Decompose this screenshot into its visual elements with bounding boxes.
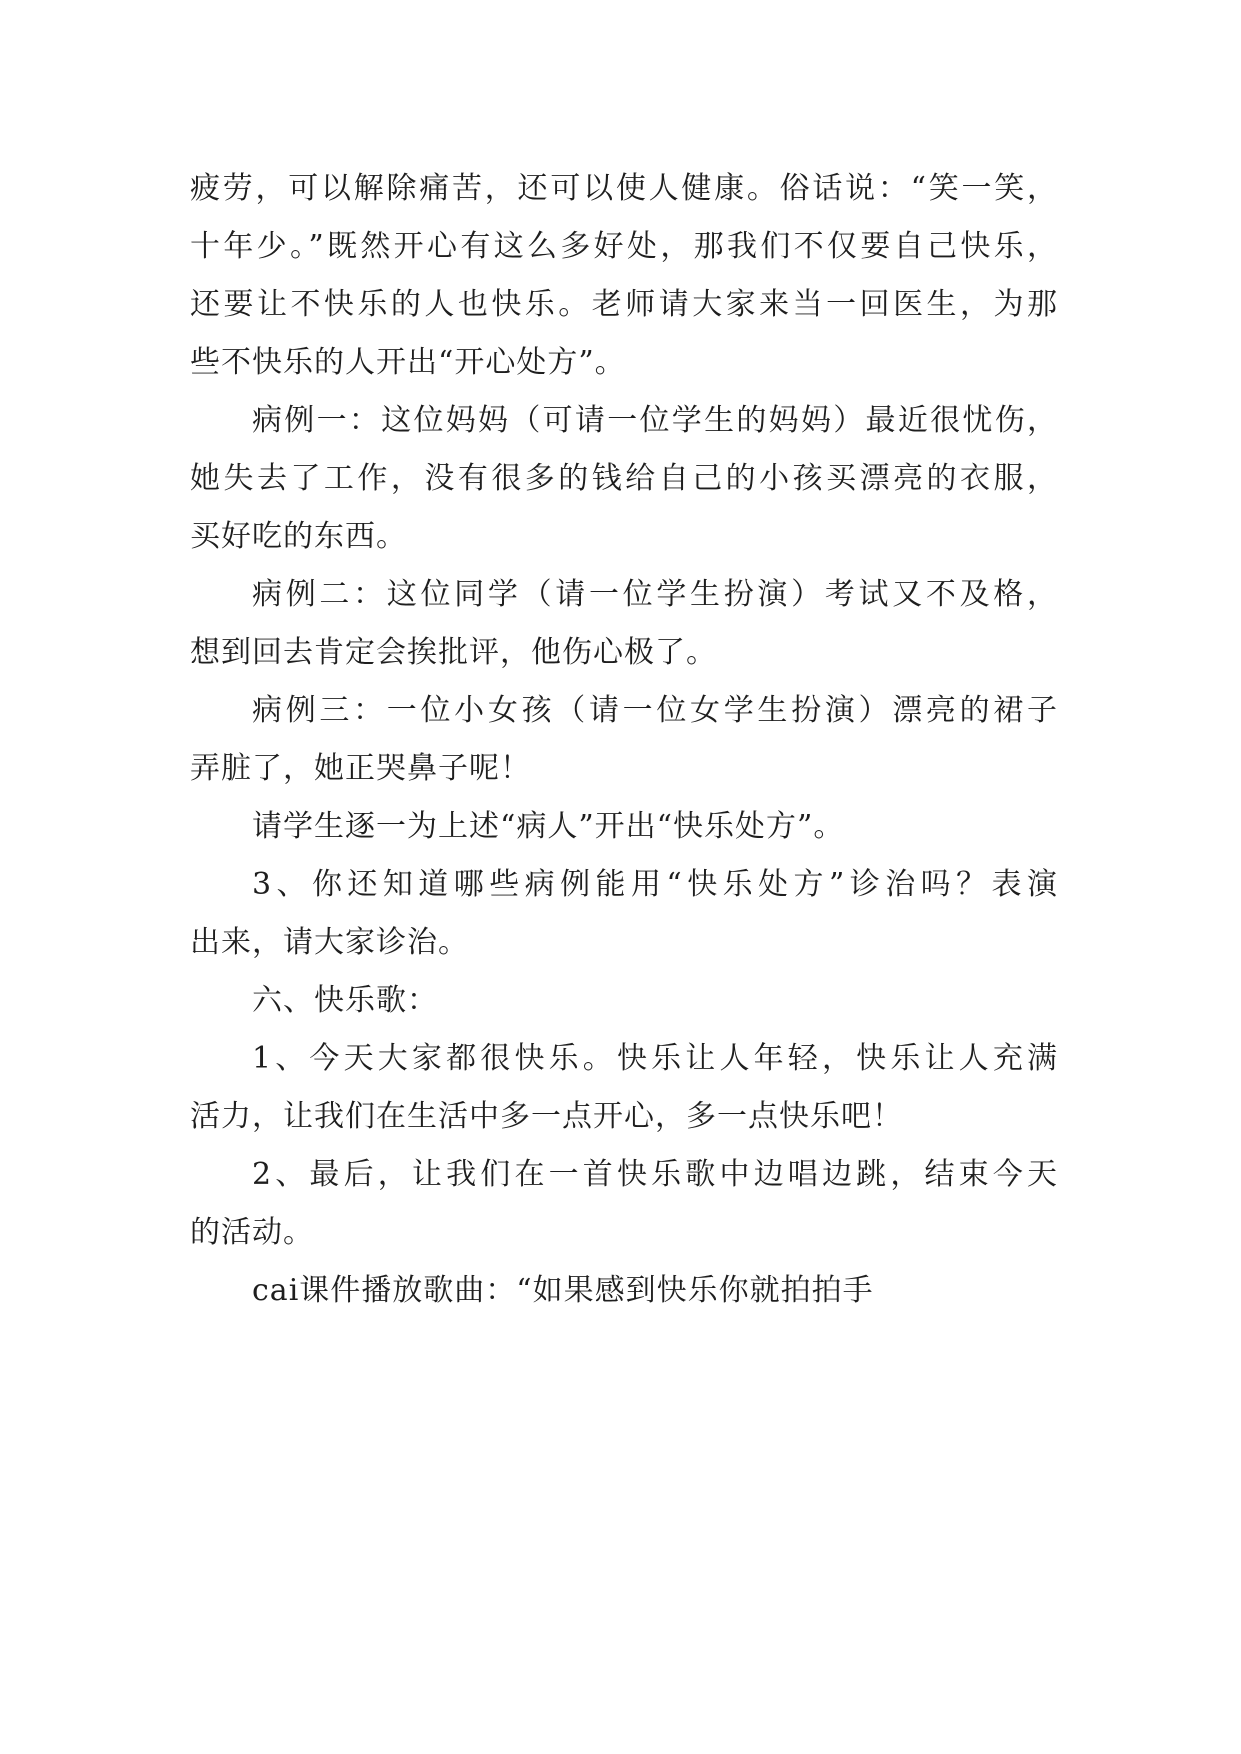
- section-heading: 六、快乐歌：: [252, 983, 438, 1018]
- text-line: 病例二：这位同学（请一位学生扮演）考试又不及格，: [252, 577, 1058, 612]
- text-line: 病例一：这位妈妈（可请一位学生的妈妈）最近很忧伤，: [252, 403, 1058, 438]
- text-line: 弄脏了，她正哭鼻子呢！: [190, 751, 531, 786]
- text-line: 十年少。”既然开心有这么多好处，那我们不仅要自己快乐，: [190, 229, 1058, 264]
- text-line: 出来，请大家诊治。: [190, 925, 469, 960]
- text-line: 她失去了工作，没有很多的钱给自己的小孩买漂亮的衣服，: [190, 461, 1058, 496]
- text-line: 请学生逐一为上述“病人”开出“快乐处方”。: [252, 809, 845, 844]
- text-line: 1、今天大家都很快乐。快乐让人年轻，快乐让人充满: [252, 1041, 1058, 1076]
- text-line: 的活动。: [190, 1215, 314, 1250]
- text-line: cai课件播放歌曲：“如果感到快乐你就拍拍手: [252, 1273, 874, 1308]
- text-line: 活力，让我们在生活中多一点开心，多一点快乐吧！: [190, 1099, 903, 1134]
- text-line: 还要让不快乐的人也快乐。老师请大家来当一回医生，为那: [190, 287, 1058, 322]
- text-line: 疲劳，可以解除痛苦，还可以使人健康。俗话说：“笑一笑，: [190, 171, 1058, 206]
- text-line: 3、你还知道哪些病例能用“快乐处方”诊治吗？表演: [252, 867, 1058, 902]
- body-text: [190, 160, 1058, 1320]
- text-line: 病例三：一位小女孩（请一位女学生扮演）漂亮的裙子: [252, 693, 1058, 728]
- text-line: 想到回去肯定会挨批评，他伤心极了。: [190, 635, 717, 670]
- text-line: 些不快乐的人开出“开心处方”。: [190, 345, 626, 380]
- text-line: 买好吃的东西。: [190, 519, 407, 554]
- text-line: 2、最后，让我们在一首快乐歌中边唱边跳，结束今天: [252, 1157, 1058, 1192]
